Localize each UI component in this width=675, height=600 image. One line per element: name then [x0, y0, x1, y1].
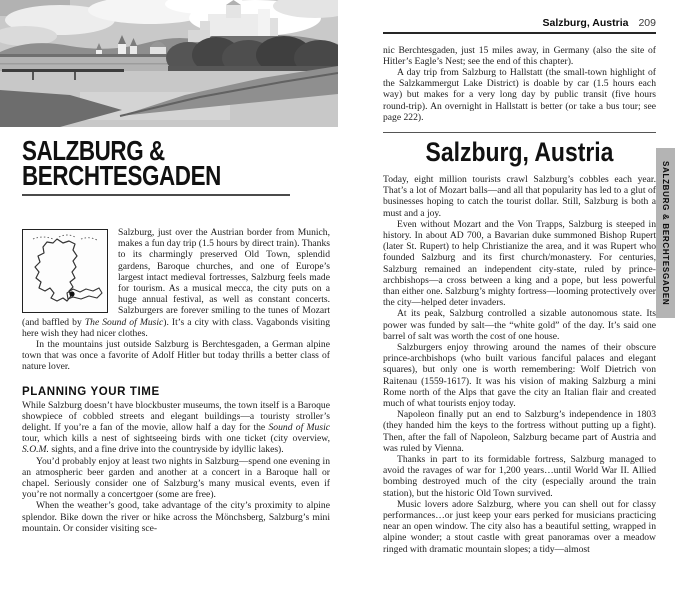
- section-title: Salzburg, Austria: [425, 136, 614, 167]
- paragraph: [383, 499, 656, 555]
- page-number: 209: [638, 17, 656, 29]
- text: Napoleon finally put an end to Salzburg’s independence in 1803 (they handed him the keys to the fortress without putting up a fight). Then, after the fall of Napoleon, Salzburg became part of Austria and was ruled by Vienna.: [383, 409, 656, 454]
- photo-graphic: [0, 0, 338, 127]
- paragraph: [383, 174, 656, 219]
- paragraph: [383, 308, 656, 342]
- paragraph: [22, 339, 330, 373]
- salzburg-location-dot: [69, 291, 74, 296]
- text: Thanks in part to its formidable fortress, Salzburg managed to avoid the ravages of war for 1,200 years…until World War II. Allied bombing destroyed much of the city (especially around the train station), but the historic Old Town survived.: [383, 454, 656, 499]
- italic-text: Sound of Music: [268, 422, 330, 434]
- text: sights, and a fine drive into the countryside by idyllic lakes).: [48, 444, 284, 456]
- chapter-title-line1: SALZBURG &: [22, 135, 165, 166]
- italic-text: The Sound of Music: [84, 316, 164, 328]
- intro-section: [22, 227, 330, 373]
- text: Even without Mozart and the Von Trapps, Salzburg is steeped in history. In about AD 700, a Bavarian duke summoned Bishop Rupert (later St. Rupert) to help Christianize the area, and it was Rupert who founded Salzburg and its first church/monastery. For centuries, Salzburg remained an independent city-state, ruled by prince-archbishops—a cross between a king and a pope, but less powerful than either one. Salzburg’s mighty fortress—looming protectively over the city—helped deter invaders.: [383, 218, 656, 309]
- paragraph: [383, 409, 656, 454]
- planning-your-time-heading: PLANNING YOUR TIME: [22, 385, 160, 398]
- italic-text: S.O.M.: [22, 444, 49, 456]
- section-rule: [383, 132, 656, 133]
- left-page: [22, 135, 330, 534]
- text: You’d probably enjoy at least two nights in Salzburg—spend one evening in an atmospheric beer garden and another at a concert in a Baroque hall or chapel. Seriously consider one of Salzburg’s many musical events, even if you’re not normally a concertgoer (some are free).: [22, 455, 330, 501]
- planning-paragraphs: [22, 400, 330, 534]
- right-page: [383, 0, 656, 555]
- header-rule: [383, 32, 656, 34]
- chapter-side-tab-label: SALZBURG & BERCHTESGADEN: [661, 160, 670, 306]
- text: In the mountains just outside Salzburg is Berchtesgaden, a German alpine town that was once a favorite of Adolf Hitler but today thrills a better class of nature lover.: [22, 339, 330, 373]
- text: A day trip from Salzburg to Hallstatt (the small-town highlight of the Salzkammergut Lake District) is doable by car (1.5 hours each way) but makes for a very long day by public transit (five hours round-trip). An overnight in Hallstatt is better (or take a bus tour; see page 222).: [383, 66, 656, 123]
- chapter-title-line2: BERCHTESGADEN: [22, 160, 221, 191]
- paragraph: [383, 219, 656, 309]
- text: Music lovers adore Salzburg, where you can shell out for classy performances…or just keep your ears perked for musicians practicing near an open window. The city also has a beautiful setting, wrapped in alpine wonder; a stout castle with great panoramas over a meadow ringed with dramatic mountain slopes; a tidy—almost: [383, 498, 656, 555]
- running-header-title: Salzburg, Austria: [542, 17, 629, 29]
- paragraph: [383, 342, 656, 409]
- paragraph: [22, 500, 330, 534]
- locator-map: [22, 229, 108, 313]
- chapter-side-tab: [656, 148, 675, 318]
- germany-austria-map-graphic: [23, 230, 107, 312]
- continued-paragraphs: [383, 45, 656, 123]
- text: Salzburgers enjoy throwing around the names of their obscure prince-archbishops (who built various fanciful palaces and elegant squares), but only one is worth remembering: Wolf Dietrich von Raitenau (1559-1617). It was his vision of making Salzburg a mini Rome north of the Alps that gave the city an Italian flair and created much of what tourists enjoy today.: [383, 341, 656, 409]
- text: While Salzburg doesn’t have blockbuster museums, the town itself is a Baroque showpiece of cobbled streets and elegant buildings—a touristy stroller’s delight. If you’re a fan of the movie, allow half a day for the: [22, 399, 330, 434]
- text: When the weather’s good, take advantage of the city’s proximity to alpine splendor. Bike down the river or hike across the Mönchsberg, Salzburg’s mini mountain. Or consider visiting sce-: [22, 500, 330, 534]
- text: nic Berchtesgaden, just 15 miles away, in Germany (also the site of Hitler’s Eagle’s Nest; see the end of this chapter).: [383, 44, 656, 67]
- paragraph: [383, 45, 656, 67]
- text: Today, eight million tourists crawl Salzburg’s cobbles each year. That’s a lot of Mozart balls—and all that popularity has led to a glut of businesses hoping to catch the tourist dollar. Still, Salzburg is both a must and a joy.: [383, 173, 656, 219]
- section-body-paragraphs: [383, 174, 656, 555]
- text: Salzburg, just over the Austrian border from Munich, makes a fun day trip (1.5 hours by direct train). Thanks to its charmingly preserved Old Town, splendid gardens, Baroque churches, and one of Europe’s largest intact medieval fortresses, Salzburg feels made for tourism. As a musical mecca, the city puts on a huge annual festival, as well as constant concerts. Salzburgers are forever smiling to the tunes of Mozart (and baffled by: [22, 227, 330, 328]
- text: ). It’s a city with class. Vagabonds visiting here wish they had nicer clothes.: [22, 316, 330, 339]
- text: At its peak, Salzburg controlled a sizable autonomous state. Its power was funded by salt—the “white gold” of the day. It’s said one barrel of salt was worth the cost of one house.: [383, 308, 656, 342]
- paragraph: [22, 400, 330, 456]
- paragraph: [383, 67, 656, 123]
- text: tour, which kills a nest of sightseeing birds with one ticket (city overview,: [22, 433, 330, 445]
- running-header: [383, 0, 656, 29]
- chapter-title: [22, 135, 268, 191]
- paragraph: [22, 456, 330, 501]
- title-rule: [22, 194, 290, 196]
- paragraph: [383, 454, 656, 499]
- salzburg-riverfront-photo: [0, 0, 338, 127]
